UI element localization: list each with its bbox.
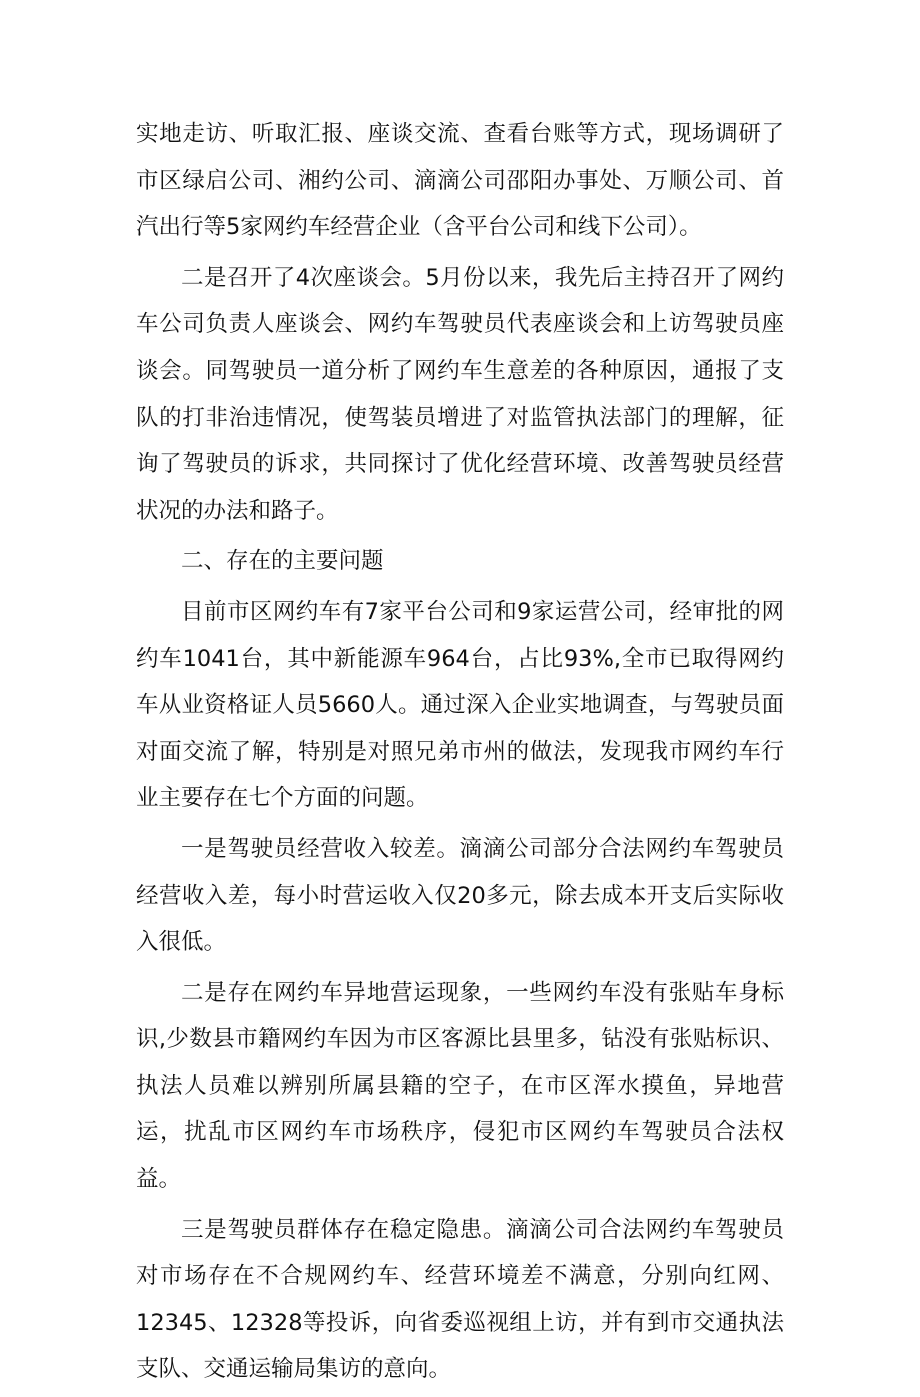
paragraph-continuation: 实地走访、听取汇报、座谈交流、查看台账等方式，现场调研了市区绿启公司、湘约公司、滴滴公司邵阳办事处、万顺公司、首汽出行等5家网约车经营企业（含平台公司和线下公司）。 <box>136 121 784 241</box>
paragraph-problem-income: 一是驾驶员经营收入较差。滴滴公司部分合法网约车驾驶员经营收入差，每小时营运收入仅20多元，除去成本开支后实际收入很低。 <box>136 835 784 956</box>
paragraph-problem-stability: 三是驾驶员群体存在稳定隐患。滴滴公司合法网约车驾驶员对市场存在不合规网约车、经营环境差不满意，分别向红网、12345、12328等投诉，向省委巡视组上访，并有到市交通执法支队、交通运输局集访的意向。 <box>136 1216 784 1383</box>
paragraph-problem-cross-region: 二是存在网约车异地营运现象，一些网约车没有张贴车身标识,少数县市籍网约车因为市区客源比县里多，钻没有张贴标识、执法人员难以辨别所属县籍的空子，在市区浑水摸鱼，异地营运，扰乱市区网约车市场秩序，侵犯市区网约车驾驶员合法权益。 <box>136 979 784 1193</box>
document-body <box>136 111 784 1397</box>
paragraph-current-status: 目前市区网约车有7家平台公司和9家运营公司，经审批的网约车1041台，其中新能源车964台，占比93%,全市已取得网约车从业资格证人员5660人。通过深入企业实地调查，与驾驶员面对面交流了解，特别是对照兄弟市州的做法，发现我市网约车行业主要存在七个方面的问题。 <box>136 598 784 812</box>
paragraph-symposiums: 二是召开了4次座谈会。5月份以来，我先后主持召开了网约车公司负责人座谈会、网约车驾驶员代表座谈会和上访驾驶员座谈会。同驾驶员一道分析了网约车生意差的各种原因，通报了支队的打非治违情况，使驾装员增进了对监管执法部门的理解，征询了驾驶员的诉求，共同探讨了优化经营环境、改善驾驶员经营状况的办法和路子。 <box>136 264 784 524</box>
section-heading-main-problems: 二、存在的主要问题 <box>181 548 384 575</box>
